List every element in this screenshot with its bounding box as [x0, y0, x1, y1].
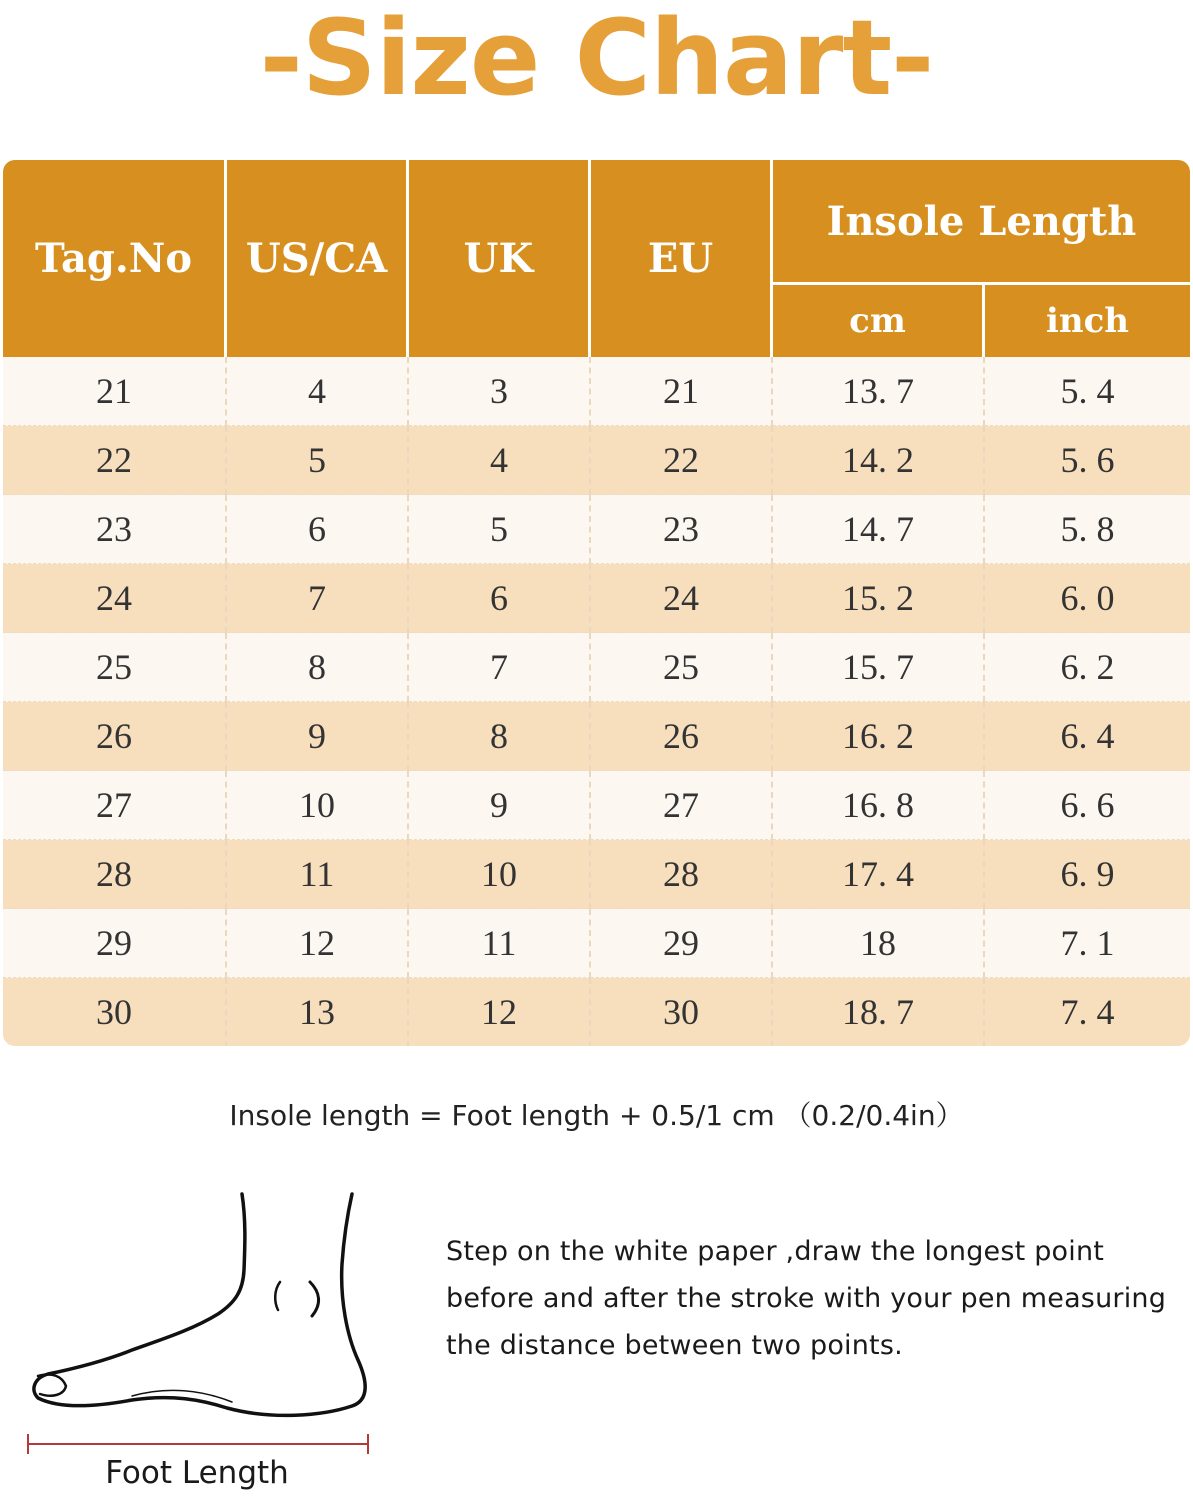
cell-tag-no: 28: [3, 840, 227, 909]
cell-insole-inch: 6. 0: [985, 564, 1190, 633]
cell-eu: 28: [591, 840, 773, 909]
cell-insole-cm: 18. 7: [773, 978, 985, 1046]
cell-us-ca: 5: [227, 426, 409, 495]
table-row: [3, 702, 1190, 771]
cell-insole-inch: 6. 4: [985, 702, 1190, 771]
cell-insole-cm: 13. 7: [773, 357, 985, 426]
cell-insole-inch: 5. 8: [985, 495, 1190, 564]
cell-eu: 23: [591, 495, 773, 564]
cell-insole-cm: 15. 7: [773, 633, 985, 702]
measurement-instructions: Step on the white paper ,draw the longest point before and after the stroke with your pen measuring the distance between two points.: [446, 1236, 1167, 1361]
size-rows: [3, 357, 1190, 1046]
table-row: [3, 426, 1190, 495]
table-row: [3, 357, 1190, 426]
cell-insole-inch: 6. 2: [985, 633, 1190, 702]
table-row: [3, 840, 1190, 909]
header-cm: cm: [773, 285, 985, 357]
header-uk: UK: [409, 160, 591, 357]
cell-eu: 27: [591, 771, 773, 840]
cell-eu: 25: [591, 633, 773, 702]
cell-insole-inch: 5. 6: [985, 426, 1190, 495]
cell-uk: 7: [409, 633, 591, 702]
cell-tag-no: 21: [3, 357, 227, 426]
foot-length-label: Foot Length: [105, 1455, 289, 1491]
table-row: [3, 633, 1190, 702]
cell-uk: 12: [409, 978, 591, 1046]
cell-uk: 10: [409, 840, 591, 909]
cell-insole-cm: 14. 2: [773, 426, 985, 495]
cell-eu: 29: [591, 909, 773, 978]
cell-tag-no: 24: [3, 564, 227, 633]
cell-tag-no: 30: [3, 978, 227, 1046]
cell-uk: 8: [409, 702, 591, 771]
cell-us-ca: 12: [227, 909, 409, 978]
cell-us-ca: 13: [227, 978, 409, 1046]
cell-insole-cm: 14. 7: [773, 495, 985, 564]
cell-eu: 22: [591, 426, 773, 495]
cell-insole-cm: 16. 8: [773, 771, 985, 840]
cell-tag-no: 25: [3, 633, 227, 702]
header-eu: EU: [591, 160, 773, 357]
table-row: [3, 978, 1190, 1046]
cell-insole-inch: 6. 9: [985, 840, 1190, 909]
cell-us-ca: 8: [227, 633, 409, 702]
header-us-ca: US/CA: [227, 160, 409, 357]
table-row: [3, 909, 1190, 978]
cell-us-ca: 6: [227, 495, 409, 564]
cell-uk: 9: [409, 771, 591, 840]
cell-eu: 21: [591, 357, 773, 426]
cell-uk: 6: [409, 564, 591, 633]
cell-tag-no: 29: [3, 909, 227, 978]
foot-length-measure-line: [26, 1432, 370, 1456]
cell-insole-cm: 15. 2: [773, 564, 985, 633]
table-row: [3, 495, 1190, 564]
cell-us-ca: 11: [227, 840, 409, 909]
cell-insole-inch: 6. 6: [985, 771, 1190, 840]
page-title: -Size Chart-: [259, 0, 934, 119]
cell-eu: 30: [591, 978, 773, 1046]
cell-uk: 4: [409, 426, 591, 495]
cell-uk: 11: [409, 909, 591, 978]
size-chart-table: [3, 160, 1190, 1046]
cell-uk: 3: [409, 357, 591, 426]
header-tag-no: Tag.No: [3, 160, 227, 357]
table-row: [3, 771, 1190, 840]
cell-uk: 5: [409, 495, 591, 564]
insole-formula: Insole length = Foot length + 0.5/1 cm （0.2/0.4in）: [229, 1099, 964, 1132]
cell-insole-cm: 17. 4: [773, 840, 985, 909]
cell-tag-no: 23: [3, 495, 227, 564]
cell-us-ca: 7: [227, 564, 409, 633]
cell-us-ca: 4: [227, 357, 409, 426]
cell-us-ca: 10: [227, 771, 409, 840]
table-row: [3, 564, 1190, 633]
cell-insole-inch: 5. 4: [985, 357, 1190, 426]
cell-eu: 24: [591, 564, 773, 633]
header-inch: inch: [985, 285, 1190, 357]
cell-tag-no: 26: [3, 702, 227, 771]
foot-outline-icon: [22, 1190, 382, 1430]
cell-insole-inch: 7. 4: [985, 978, 1190, 1046]
cell-insole-cm: 18: [773, 909, 985, 978]
cell-tag-no: 27: [3, 771, 227, 840]
header-insole-length: Insole Length: [773, 160, 1190, 285]
cell-insole-cm: 16. 2: [773, 702, 985, 771]
cell-eu: 26: [591, 702, 773, 771]
cell-tag-no: 22: [3, 426, 227, 495]
cell-us-ca: 9: [227, 702, 409, 771]
cell-insole-inch: 7. 1: [985, 909, 1190, 978]
